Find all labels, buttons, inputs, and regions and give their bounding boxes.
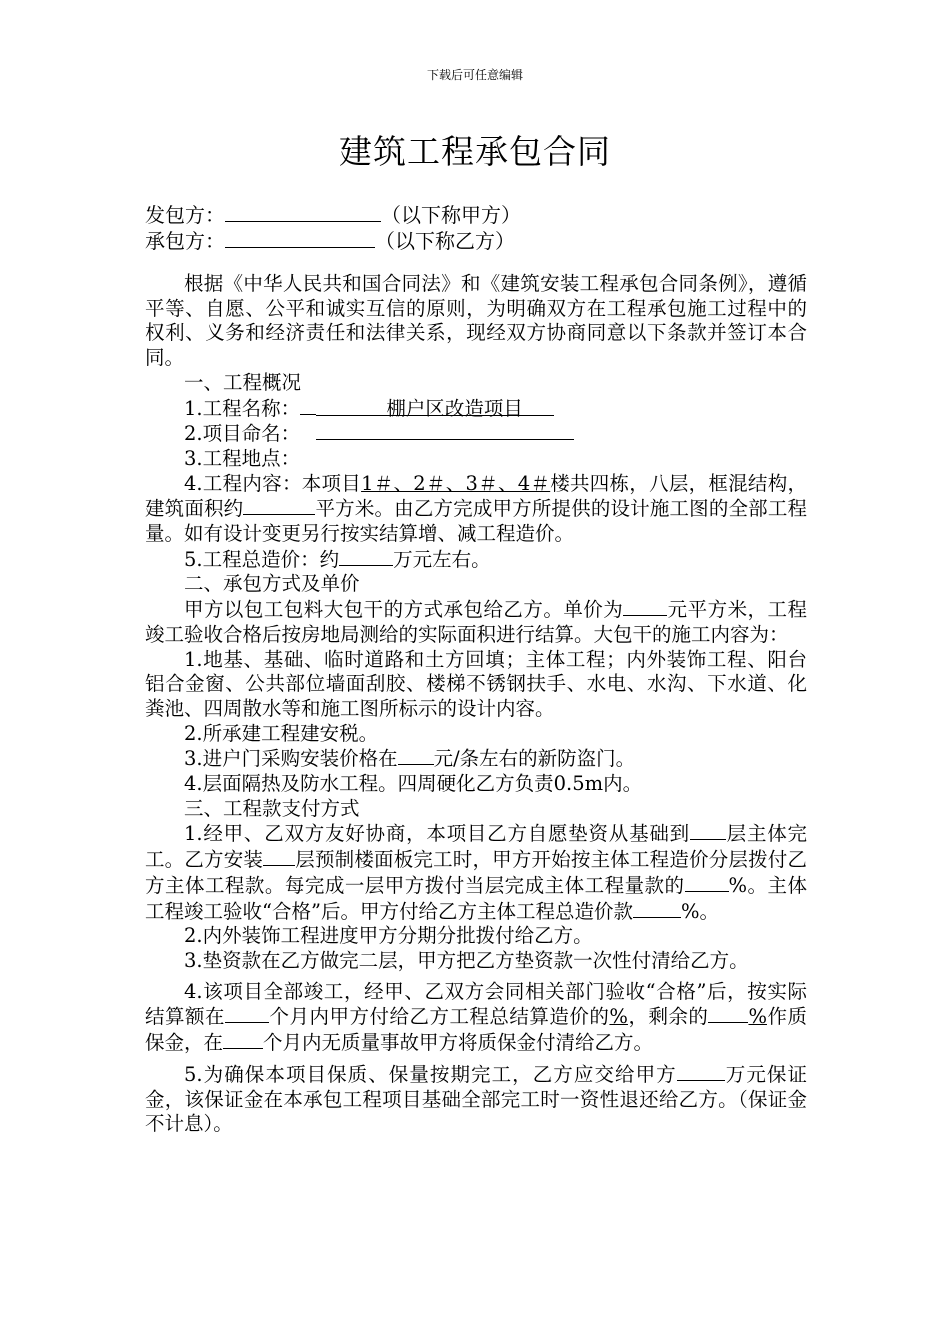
section-1-heading: 一、工程概况: [184, 370, 302, 394]
p4-e: 作质保金，在: [145, 1005, 807, 1055]
blank: [398, 746, 434, 765]
party-contractor-note: （以下称乙方）: [375, 229, 515, 253]
party-employer: [145, 199, 521, 228]
p4-a: 4.该项目全部竣工，经甲、乙双方会同相关部门验收“合格”后，按实际结算额在: [145, 979, 807, 1029]
content-a: 4.工程内容：本项目: [184, 471, 362, 495]
p5-b: 万元保证金，该保证金在本承包工程项目基础全部完工时一资性退还给乙方。（保证金不计息）。: [145, 1062, 807, 1136]
project-content-paragraph: [145, 472, 807, 547]
blank: [263, 847, 295, 866]
p1-a: 甲方以包工包料大包干的方式承包给乙方。单价为: [184, 598, 624, 622]
p4-b: 个月内甲方付给乙方工程总结算造价的: [268, 1005, 610, 1029]
p1-a: 1.经甲、乙双方友好协商，本项目乙方自愿垫资从基础到: [184, 822, 690, 846]
content-b: 楼共四栋，八层，框混结构，建筑面积约: [145, 471, 807, 521]
cost-a: 5.工程总造价：约: [184, 547, 340, 571]
project-name-line: [145, 396, 807, 422]
header-note: 下载后可任意编辑: [426, 68, 523, 82]
project-naming-line: [145, 421, 807, 447]
project-naming-blank: [316, 421, 574, 440]
scope-item-1: 1.地基、基础、临时道路和土方回填；主体工程；内外装饰工程、阳台铝合金窗、公共部位墙面刮胶、楼梯不锈钢扶手、水电、水沟、下水道、化粪池、四周散水等和施工图所标示的设计内容。: [145, 647, 807, 720]
section-2-heading: 二、承包方式及单价: [184, 572, 360, 596]
scope-item-3: [145, 746, 807, 772]
blank: [690, 821, 726, 840]
intro-paragraph: 根据《中华人民共和国合同法》和《建筑安装工程承包合同条例》，遵循平等、自愿、公平和诚实互信的原则，为明确双方在工程承包施工过程中的权利、义务和经济责任和法律关系，现经双方协商同意以下条款并签订本合同。: [145, 272, 807, 370]
party-contractor-blank: [225, 229, 375, 248]
p1-d: %。主体工程竣工验收“合格”后。甲方付给乙方主体工程总造价款: [145, 873, 807, 923]
blank: [685, 873, 729, 892]
contract-body: [145, 272, 807, 1137]
buildings-value: 1＃、2＃、3＃、4＃: [361, 471, 551, 495]
p4-c: ，剩余的: [627, 1005, 709, 1029]
project-name-value: 棚户区改造项目: [316, 397, 554, 416]
payment-item-2: 2.内外装饰工程进度甲方分期分批拨付给乙方。: [184, 924, 593, 948]
payment-item-4: [145, 980, 807, 1056]
party-employer-label: 发包方：: [145, 203, 225, 227]
payment-item-3: 3.垫资款在乙方做完二层，甲方把乙方垫资款一次性付清给乙方。: [184, 948, 749, 972]
document-title: 建筑工程承包合同: [339, 132, 611, 171]
content-c: 平方米。由乙方完成甲方所提供的设计施工图的全部工程量。如有设计变更另行按实结算增、减工程造价。: [145, 497, 807, 546]
total-cost-line: [145, 547, 807, 573]
blank: [677, 1062, 725, 1081]
blank: [243, 496, 315, 515]
cost-b: 万元左右。: [393, 547, 491, 571]
p4-d: %: [748, 1005, 767, 1029]
blank: [339, 547, 393, 566]
section-3-heading: 三、工程款支付方式: [184, 796, 360, 820]
project-location-line: 3.工程地点：: [184, 446, 301, 470]
party-employer-note: （以下称甲方）: [381, 203, 521, 227]
blank: [223, 1030, 263, 1049]
item3-b: 元/条左右的新防盗门。: [433, 747, 636, 771]
p1-c: 层预制楼面板完工时，甲方开始按主体工程造价分层拨付乙方主体工程款。每完成一层甲方拨付当层完成主体工程量款的: [145, 848, 807, 897]
scope-item-2: 2.所承建工程建安税。: [184, 721, 379, 745]
p4-pct: %: [609, 1005, 628, 1029]
blank: [300, 396, 316, 415]
p1-b: 层主体完工。乙方安装: [145, 822, 807, 872]
blank: [708, 1004, 748, 1023]
party-contractor: [145, 225, 515, 254]
payment-item-5: [145, 1062, 807, 1137]
party-contractor-label: 承包方：: [145, 229, 225, 253]
scope-item-4: 4.层面隔热及防水工程。四周硬化乙方负责0.5m内。: [184, 772, 643, 796]
p4-f: 个月内无质量事故甲方将质保金付清给乙方。: [263, 1031, 654, 1055]
p1-e: %。: [680, 899, 719, 923]
payment-item-1: [145, 821, 807, 924]
p1-b: 元平方米，工程竣工验收合格后按房地局测给的实际面积进行结算。大包干的施工内容为：: [145, 598, 807, 646]
blank: [225, 1004, 269, 1023]
project-name-label: 1.工程名称：: [184, 396, 301, 420]
blank: [623, 597, 667, 616]
project-naming-label: 2.项目命名：: [184, 422, 301, 446]
blank: [633, 899, 681, 918]
p5-a: 5.为确保本项目保质、保量按期完工，乙方应交给甲方: [184, 1062, 677, 1086]
contract-mode-paragraph: [145, 597, 807, 647]
item3-a: 3.进户门采购安装价格在: [184, 747, 398, 771]
party-employer-blank: [225, 203, 381, 222]
